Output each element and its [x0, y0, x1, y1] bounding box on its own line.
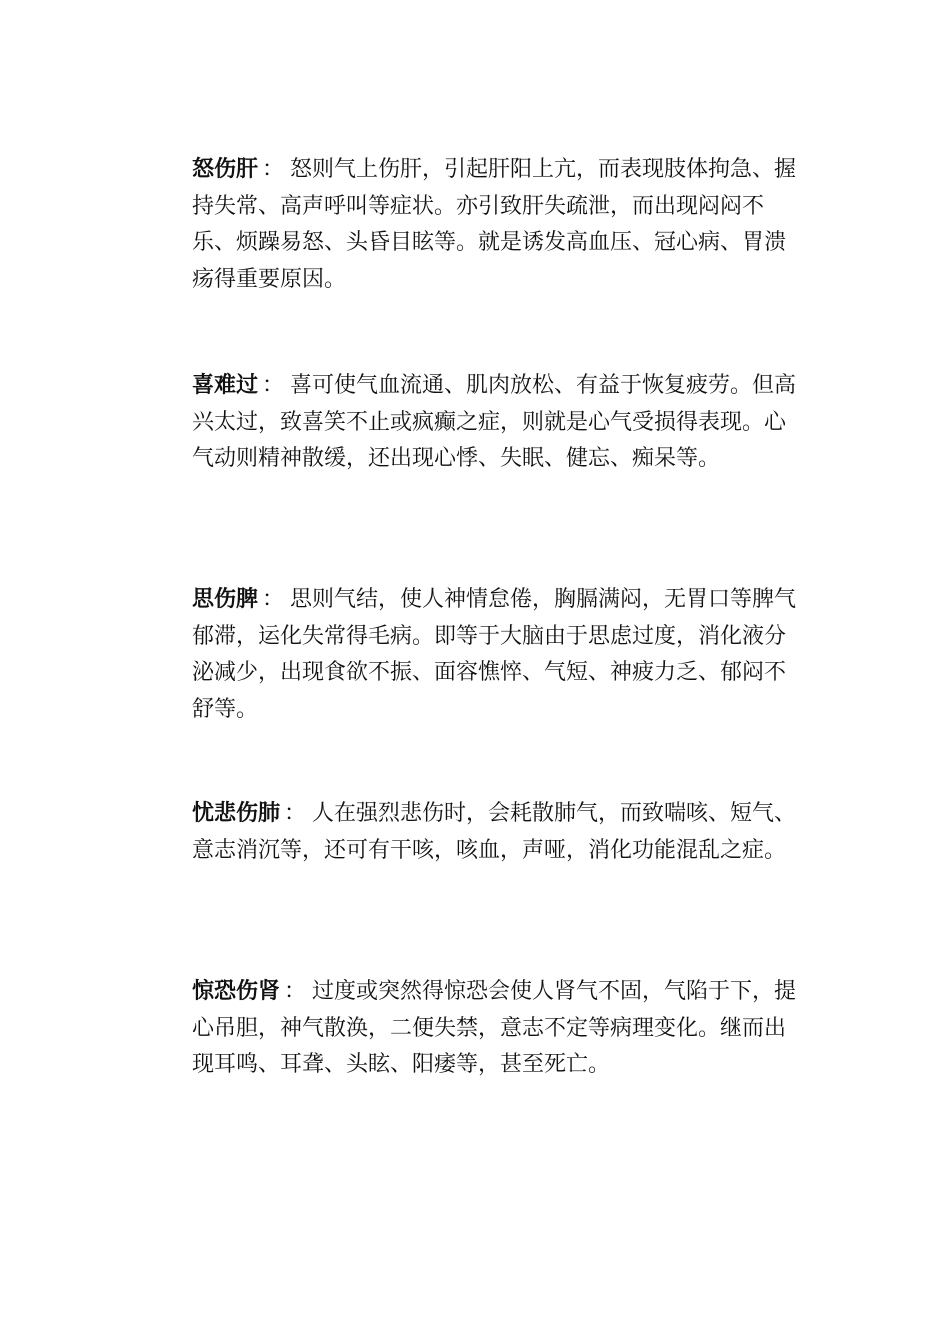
paragraph-text: 思则气结，使人神情怠倦，胸膈满闷，无胃口等脾气郁滞，运化失常得毛病。即等于大脑由于思虑过度，消化液分泌减少，出现食欲不振、面容憔悴、气短、神疲力乏、郁闷不舒等。 — [192, 587, 797, 722]
paragraph-thought-spleen — [192, 582, 804, 728]
paragraph-fear-kidney — [192, 974, 804, 1084]
paragraph-grief-lung — [192, 796, 804, 869]
paragraph-term: 怒伤肝 — [192, 157, 259, 182]
paragraph-term: 思伤脾 — [192, 587, 259, 612]
paragraph-separator: ： — [262, 157, 285, 182]
paragraph-separator: ： — [284, 801, 307, 826]
paragraph-separator: ： — [262, 373, 285, 398]
paragraph-term: 喜难过 — [192, 373, 259, 398]
paragraph-text: 过度或突然得惊恐会使人肾气不固，气陷于下，提心吊胆，神气散涣，二便失禁，意志不定等病理变化。继而出现耳鸣、耳聋、头眩、阳痿等，甚至死亡。 — [192, 979, 797, 1077]
paragraph-text: 喜可使气血流通、肌肉放松、有益于恢复疲劳。但高兴太过，致喜笑不止或疯癫之症，则就是心气受损得表现。心气动则精神散缓，还出现心悸、失眠、健忘、痴呆等。 — [192, 373, 797, 471]
paragraph-text: 怒则气上伤肝，引起肝阳上亢，而表现肢体拘急、握持失常、高声呼叫等症状。亦引致肝失疏泄，而出现闷闷不乐、烦躁易怒、头昏目眩等。就是诱发高血压、冠心病、胃溃疡得重要原因。 — [192, 157, 797, 292]
paragraph-term: 忧悲伤肺 — [192, 801, 281, 826]
paragraph-term: 惊恐伤肾 — [192, 979, 281, 1004]
paragraph-separator: ： — [262, 587, 285, 612]
paragraph-separator: ： — [284, 979, 307, 1004]
paragraph-anger-liver — [192, 152, 804, 298]
paragraph-text: 人在强烈悲伤时，会耗散肺气，而致喘咳、短气、意志消沉等，还可有干咳，咳血，声哑，消化功能混乱之症。 — [192, 801, 797, 863]
paragraph-joy-heart — [192, 368, 804, 478]
